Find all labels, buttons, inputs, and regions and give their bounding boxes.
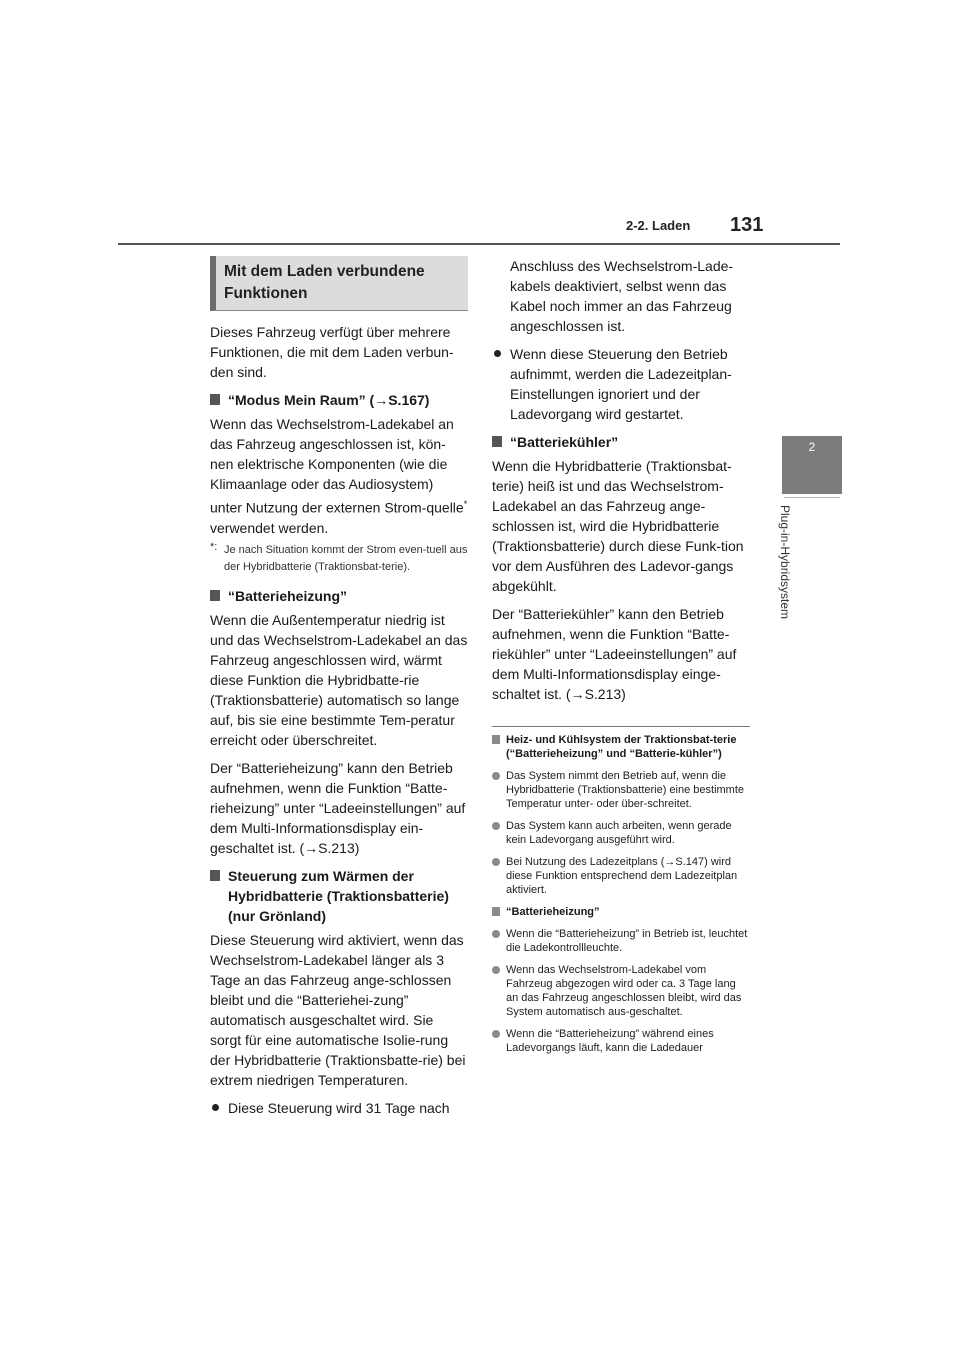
chapter-tab-label-text: Plug-in-Hybridsystem bbox=[778, 505, 792, 620]
paragraph-steuerung: Diese Steuerung wird aktiviert, wenn das Wechselstrom-Ladekabel länger als 3 Tage an das Fahrzeug ange-schlossen bleibt und die “Batteriehei-zung” automatisch ausgeschaltet wird. Sie sorgt für eine automatische Isolie-rung der Hybridbatterie (Traktionsbatte-rie) bei extrem niedrigen Temperaturen. bbox=[210, 931, 466, 1088]
paragraph-modus-b: verwendet werden. bbox=[210, 519, 329, 536]
paragraph-batteriekuehler-2: Der “Batteriekühler” kann den Betrieb aufnehmen, wenn die Funktion “Batte-riekühler” unter “Ladeeinstellungen” auf dem Multi-Informationsdisplay einge-schaltet ist. (→S.213) bbox=[492, 606, 737, 702]
note-item: Wenn die “Batterieheizung” in Betrieb ist, leuchtet die Ladekontrollleuchte. bbox=[492, 927, 750, 955]
note-heading-heizsystem: Heiz- und Kühlsystem der Traktionsbat-terie (“Batterieheizung” und “Batterie-kühler”) bbox=[492, 733, 750, 761]
right-column bbox=[492, 256, 750, 1063]
note-item: Wenn das Wechselstrom-Ladekabel vom Fahrzeug abgezogen wird oder ca. 3 Tage lang an das Fahrzeug angeschlossen bleibt, wird das System automatisch aus-geschaltet. bbox=[492, 963, 750, 1019]
note-item: Wenn die “Batterieheizung” während eines Ladevorgangs läuft, kann die Ladedauer bbox=[492, 1027, 750, 1055]
footnote bbox=[210, 542, 468, 576]
header-divider bbox=[118, 243, 840, 245]
chapter-tab-label bbox=[777, 505, 807, 635]
heading-batterieheizung: “Batterieheizung” bbox=[210, 586, 468, 606]
heading-steuerung: Steuerung zum Wärmen der Hybridbatterie (Traktionsbatterie) (nur Grönland) bbox=[210, 866, 468, 926]
paragraph-batteriekuehler-1: Wenn die Hybridbatterie (Traktionsbat-terie) heiß ist und das Wechselstrom-Ladekabel an das Fahrzeug ange-schlossen ist, wird die Hybridbatterie (Traktionsbatterie) durch diese Funk-tion vor dem Ausführen des Ladevor-gangs abgekühlt. bbox=[492, 458, 744, 594]
note-item: Bei Nutzung des Ladezeitplans (→S.147) wird diese Funktion entsprechend dem Ladezeitplan aktiviert. bbox=[492, 855, 750, 897]
paragraph-batterieheizung-2: Der “Batterieheizung” kann den Betrieb aufnehmen, wenn die Funktion “Batte-rieheizung” unter “Ladeeinstellungen” auf dem Multi-Informationsdisplay ein-geschaltet ist. (→S.213) bbox=[210, 759, 466, 856]
footnote-mark: *: bbox=[210, 540, 218, 553]
page-number: 131 bbox=[730, 214, 764, 236]
intro-paragraph: Dieses Fahrzeug verfügt über mehrere Funktionen, die mit dem Laden verbun-den sind. bbox=[210, 324, 454, 380]
heading-batteriekuehler: “Batteriekühler” bbox=[492, 432, 750, 452]
paragraph-batterieheizung-1: Wenn die Außentemperatur niedrig ist und das Wechselstrom-Ladekabel an das Fahrzeug angeschlossen wird, wärmt diese Funktion die Hybridbatte-rie (Traktionsbatterie) automatisch so lange auf, bis sie eine bestimmte Tem-peratur erreicht oder überschreitet. bbox=[210, 611, 468, 748]
section-title: 2-2. Laden bbox=[626, 218, 691, 233]
bullet-steuerung-2: Wenn diese Steuerung den Betrieb aufnimmt, werden die Ladezeitplan-Einstellungen ignoriert und der Ladevorgang wird gestartet. bbox=[492, 344, 750, 424]
paragraph-modus-a: Wenn das Wechselstrom-Ladekabel an das Fahrzeug angeschlossen ist, kön-nen elektrische Komponenten (wie die Klimaanlage oder das Audiosystem) unter Nutzung der externen Strom-quelle bbox=[210, 416, 464, 516]
section-box-title: Mit dem Laden verbundene Funktionen bbox=[210, 256, 468, 311]
footnote-ref: * bbox=[463, 499, 468, 509]
note-heading-batterieheizung: “Batterieheizung” bbox=[492, 905, 750, 919]
note-item: Das System nimmt den Betrieb auf, wenn die Hybridbatterie (Traktionsbatterie) eine bestimmte Temperatur unter- oder über-schreitet. bbox=[492, 769, 750, 811]
notes-section bbox=[492, 726, 750, 1055]
bullet-continuation: Anschluss des Wechselstrom-Lade-kabels deaktiviert, selbst wenn das Kabel noch immer an das Fahrzeug angeschlossen ist. bbox=[510, 258, 734, 334]
chapter-tab-number: 2 bbox=[782, 436, 842, 494]
heading-modus-mein-raum: “Modus Mein Raum” (→S.167) bbox=[210, 390, 468, 410]
paragraph-modus-mein-raum bbox=[210, 414, 468, 538]
note-item: Das System kann auch arbeiten, wenn gerade kein Ladevorgang ausgeführt wird. bbox=[492, 819, 750, 847]
left-column bbox=[210, 256, 468, 1126]
chapter-tab-divider bbox=[784, 497, 840, 498]
footnote-text: Je nach Situation kommt der Strom even-tuell aus der Hybridbatterie (Traktionsbat-terie). bbox=[224, 543, 468, 573]
bullet-steuerung-1: Diese Steuerung wird 31 Tage nach bbox=[210, 1098, 468, 1118]
